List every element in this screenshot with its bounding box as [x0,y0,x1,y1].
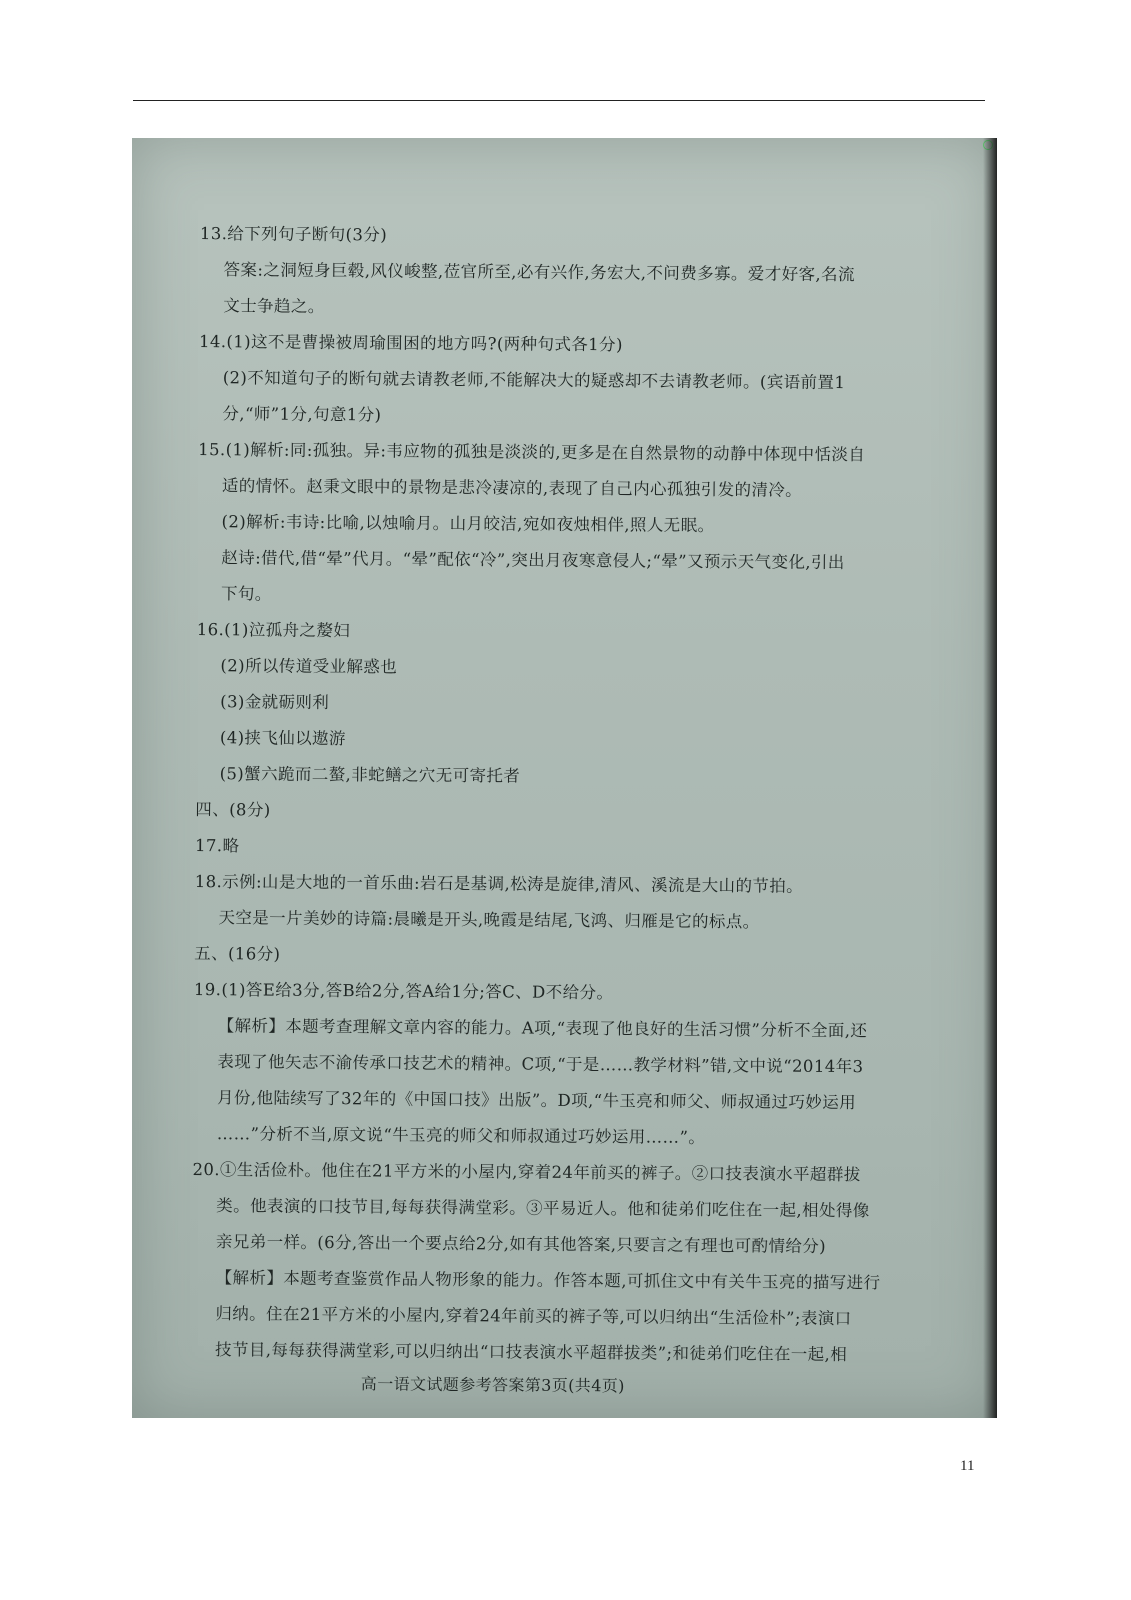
page-number: 11 [960,1458,975,1474]
answer-line: 【解析】本题考查鉴赏作品人物形象的能力。作答本题,可抓住文中有关牛玉亮的描写进行 [215,1268,881,1293]
answer-line: 四、(8分) [195,799,271,820]
scanned-answer-sheet [132,138,997,1418]
answer-line: 答案:之洞短身巨毂,风仪峻整,莅官所至,必有兴作,务宏大,不问费多寡。爱才好客,名流 [223,260,855,285]
answer-line: 五、(16分) [194,943,281,964]
answer-line: (5)蟹六跪而二螯,非蛇鳝之穴无可寄托者 [219,764,521,786]
answer-line: (2)所以传道受业解惑也 [220,656,398,677]
answer-line: 赵诗:借代,借“晕”代月。“晕”配依“冷”,突出月夜寒意侵人;“晕”又预示天气变化,引出 [221,548,845,573]
answer-line: 亲兄弟一样。(6分,答出一个要点给2分,如有其他答案,只要言之有理也可酌情给分) [215,1232,827,1256]
answer-line: (3)金就砺则利 [220,692,330,713]
answer-line: 分,“师”1分,句意1分) [222,404,382,425]
answer-line: (4)挟飞仙以遨游 [219,728,346,749]
answer-line: 16.(1)泣孤舟之嫠妇 [196,619,351,641]
answer-line: 15.(1)解析:同:孤独。异:韦应物的孤独是淡淡的,更多是在自然景物的动静中体现中恬淡自 [198,439,866,465]
scan-shadow-edge [983,138,997,1418]
answer-line: 适的情怀。赵秉文眼中的景物是悲冷凄凉的,表现了自己内心孤独引发的清冷。 [221,476,803,500]
answer-line: 天空是一片美妙的诗篇:晨曦是开头,晚霞是结尾,飞鸿、归雁是它的标点。 [218,908,760,932]
answer-line: 17.略 [194,835,240,856]
answer-line: 月份,他陆续写了32年的《中国口技》出版”。D项,“牛玉亮和师父、师叔通过巧妙运用 [217,1088,857,1113]
answer-text-block [191,216,960,1399]
answer-line: 归纳。住在21平方米的小屋内,穿着24年前买的裤子等,可以归纳出“生活俭朴”;表演口 [215,1304,852,1329]
header-rule [133,100,985,101]
answer-line: (2)不知道句子的断句就去请教老师,不能解决大的疑惑却不去请教老师。(宾语前置1 [222,368,846,393]
answer-line: 18.示例:山是大地的一首乐曲:岩石是基调,松涛是旋律,清风、溪流是大山的节拍。 [194,871,804,896]
answer-line: 20.①生活俭朴。他住在21平方米的小屋内,穿着24年前买的裤子。②口技表演水平超群拔 [192,1159,861,1185]
answer-line: 文士争趋之。 [223,296,325,316]
answer-line: 【解析】本题考查理解文章内容的能力。A项,“表现了他良好的生活习惯”分析不全面,还 [217,1016,868,1041]
answer-line: 19.(1)答E给3分,答B给2分,答A给1分;答C、D不给分。 [193,979,614,1003]
answer-line: ……”分析不当,原文说“牛玉亮的师父和师叔通过巧妙运用……”。 [216,1124,706,1147]
answer-line: 类。他表演的口技节目,每每获得满堂彩。③平易近人。他和徒弟们吃住在一起,相处得像 [216,1196,870,1221]
answer-line: (2)解析:韦诗:比喻,以烛喻月。山月皎洁,宛如夜烛相伴,照人无眠。 [221,512,715,536]
answer-line: 技节目,每每获得满堂彩,可以归纳出“口技表演水平超群拔类”;和徒弟们吃住在一起,相 [215,1340,848,1365]
answer-line: 14.(1)这不是曹操被周瑜围困的地方吗?(两种句式各1分) [198,331,623,355]
scan-footer: 高一语文试题参考答案第3页(共4页) [360,1374,625,1396]
answer-line: 表现了他矢志不渝传承口技艺术的精神。C项,“于是……教学材料”错,文中说“2014年3 [217,1052,864,1077]
answer-line: 13.给下列句子断句(3分) [199,223,388,245]
answer-line: 下句。 [220,584,272,604]
